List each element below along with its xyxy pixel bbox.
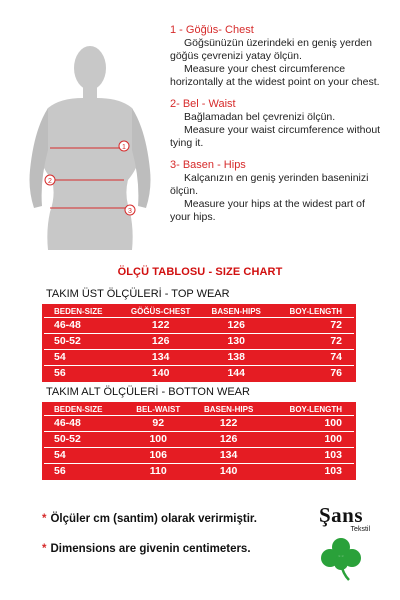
instruction-title: 3- Basen - Hips [170, 159, 246, 171]
table-cell: 103 [266, 447, 355, 463]
table-cell: 100 [266, 415, 355, 431]
table-row [43, 415, 355, 431]
table-cell: 50-52 [43, 333, 120, 349]
table-cell: 54 [43, 447, 125, 463]
brand-name: Şans [318, 503, 364, 527]
table-cell: 144 [202, 365, 271, 381]
svg-text:3: 3 [128, 208, 132, 215]
table-cell: 72 [271, 317, 355, 333]
table-row [43, 317, 355, 333]
note-text: Dimensions are givenin centimeters. [50, 543, 251, 555]
bottom-wear-table [42, 402, 356, 480]
table-cell: 76 [271, 365, 355, 381]
table-cell: 50-52 [43, 431, 125, 447]
column-header: BEL-WAIST [136, 404, 181, 414]
table-cell: 138 [202, 349, 271, 365]
table-header-row [43, 305, 355, 317]
svg-text:2: 2 [48, 178, 52, 185]
instruction-waist [170, 98, 396, 150]
table-header-row [43, 403, 355, 415]
table-cell: 122 [192, 415, 266, 431]
top-wear-table [42, 304, 356, 382]
notes [42, 512, 302, 572]
instruction-hips [170, 159, 396, 224]
instruction-line: Measure your chest circumference [184, 63, 346, 75]
note-units-en [42, 542, 302, 556]
instruction-line: Measure your waist circumference without [184, 124, 381, 136]
note-text: Ölçüler cm (santim) olarak verirmiştir. [50, 513, 257, 525]
table-cell: 74 [271, 349, 355, 365]
column-header: BASEN-HIPS [203, 404, 254, 414]
instruction-line: Göğsünüzün üzerindeki en geniş yerden [184, 37, 372, 49]
size-chart-title: ÖLÇÜ TABLOSU - SIZE CHART [117, 266, 283, 278]
column-header: BEDEN-SIZE [54, 306, 103, 316]
table-cell: 56 [43, 463, 125, 479]
instruction-title: 1 - Göğüs- Chest [170, 24, 254, 36]
table-row [43, 463, 355, 479]
table-cell: 140 [120, 365, 202, 381]
table-cell: 122 [120, 317, 202, 333]
instruction-title: 2- Bel - Waist [170, 98, 236, 110]
instruction-line: horizontally at the widest point on your chest. [170, 76, 380, 88]
column-header: BOY-LENGTH [289, 404, 342, 414]
table-cell: 126 [192, 431, 266, 447]
table-cell: 56 [43, 365, 120, 381]
column-header: BEDEN-SIZE [54, 404, 103, 414]
table-cell: 54 [43, 349, 120, 365]
instruction-chest [170, 24, 396, 89]
table-cell: 106 [125, 447, 192, 463]
instruction-line: Bağlamadan bel çevrenizi ölçün. [184, 111, 336, 123]
note-units-tr [42, 512, 302, 526]
marker-waist [45, 175, 55, 185]
marker-hips [125, 205, 135, 215]
table-cell: 103 [266, 463, 355, 479]
brand-logo [306, 504, 376, 588]
table-row [43, 349, 355, 365]
table-row [43, 365, 355, 381]
table-cell: 134 [120, 349, 202, 365]
table-row [43, 447, 355, 463]
marker-chest [119, 141, 129, 151]
table-row [43, 333, 355, 349]
column-header: BASEN-HIPS [211, 306, 261, 316]
table-cell: 46-48 [43, 415, 125, 431]
bottom-wear-caption: TAKIM ALT ÖLÇÜLERİ - BOTTON WEAR [46, 386, 250, 398]
column-header: BOY-LENGTH [289, 306, 342, 316]
instruction-line: tying it. [170, 137, 204, 149]
table-cell: 126 [120, 333, 202, 349]
instruction-line: göğüs çevrenizi yatay ölçün. [170, 50, 302, 62]
instruction-line: your hips. [170, 211, 216, 223]
brand-subtitle: Tekstil [350, 526, 370, 533]
instruction-line: Measure your hips at the widest part of [184, 198, 365, 210]
table-cell: 100 [125, 431, 192, 447]
column-header: GÖĞÜS-CHEST [130, 306, 191, 316]
body-measurement-figure [20, 40, 160, 250]
instruction-line: ölçün. [170, 185, 199, 197]
table-cell: 140 [192, 463, 266, 479]
asterisk-icon: * [42, 543, 47, 555]
table-cell: 134 [192, 447, 266, 463]
top-wear-caption: TAKIM ÜST ÖLÇÜLERİ - TOP WEAR [46, 288, 230, 300]
table-cell: 130 [202, 333, 271, 349]
table-cell: 100 [266, 431, 355, 447]
table-cell: 92 [125, 415, 192, 431]
table-cell: 126 [202, 317, 271, 333]
table-row [43, 431, 355, 447]
table-cell: 110 [125, 463, 192, 479]
instruction-line: Kalçanızın en geniş yerinden baseninizi [184, 172, 369, 184]
table-cell: 46-48 [43, 317, 120, 333]
table-cell: 72 [271, 333, 355, 349]
svg-text:1: 1 [122, 144, 126, 151]
asterisk-icon: * [42, 513, 47, 525]
female-silhouette-icon [20, 40, 160, 250]
measurement-instructions [170, 24, 396, 233]
clover-icon [319, 536, 363, 582]
